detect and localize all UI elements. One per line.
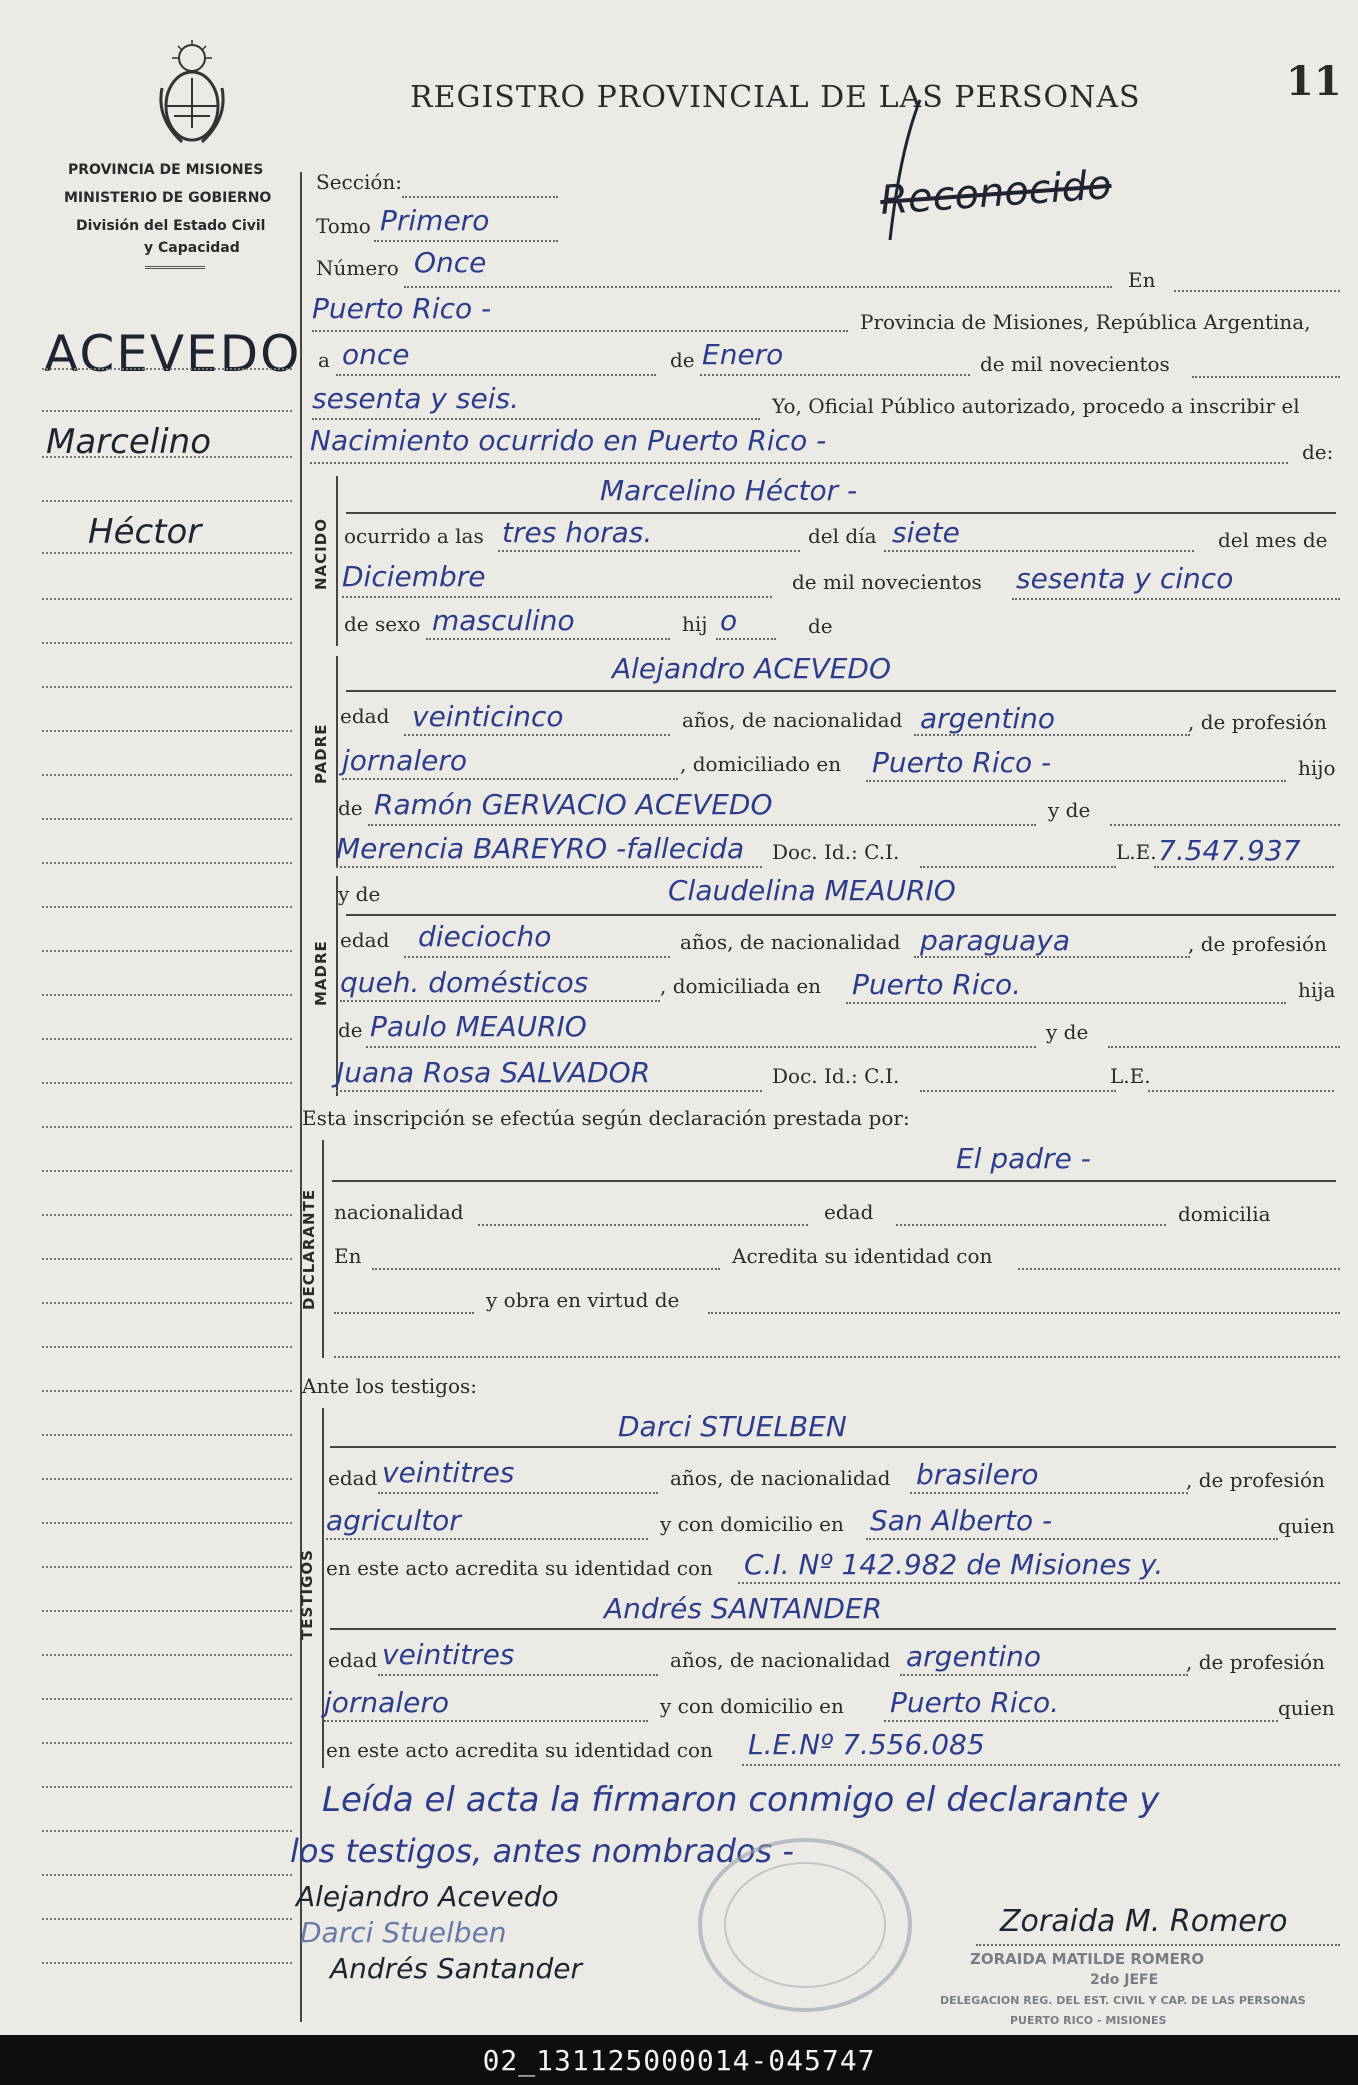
declarante-bracket (322, 1140, 324, 1358)
testigo-1-id: C.I. Nº 142.982 de Misiones y. (744, 1548, 1164, 1581)
margin-rule (42, 818, 292, 820)
padre-name: Alejandro ACEVEDO (612, 652, 892, 685)
testigo-1-name-rule (330, 1446, 1336, 1448)
doc-id-label-padre: Doc. Id.: C.I. (772, 840, 900, 864)
margin-rule (42, 774, 292, 776)
act-rule (310, 462, 1288, 464)
act-value: Nacimiento ocurrido en Puerto Rico - (310, 424, 827, 457)
margin-rule (42, 1390, 292, 1392)
quien-label-t2: quien (1278, 1696, 1335, 1720)
margin-rule (42, 906, 292, 908)
testigo-2-nationality: argentino (906, 1640, 1042, 1673)
madre-name-rule (346, 914, 1336, 916)
margin-rule (42, 1698, 292, 1700)
margin-rule (42, 642, 292, 644)
day-rule (336, 374, 656, 376)
de-label: de (670, 348, 695, 372)
testigo-2-domicile: Puerto Rico. (890, 1686, 1060, 1719)
madre-name: Claudelina MEAURIO (668, 874, 956, 907)
decl-en-rule (372, 1268, 720, 1270)
margin-rule (42, 1126, 292, 1128)
en-este-acto-label-t2: en este acto acredita su identidad con (326, 1738, 713, 1762)
sexo-label: de sexo (344, 612, 421, 636)
tomo-value: Primero (380, 204, 490, 237)
t1-prof-rule (326, 1538, 648, 1540)
madre-age: dieciocho (418, 920, 552, 953)
de-label-padre: de (338, 796, 363, 820)
division-label-2: y Capacidad (144, 240, 240, 256)
padre-profession: jornalero (342, 744, 467, 777)
t2-age-rule (378, 1674, 658, 1676)
year-rule-2 (1012, 598, 1340, 600)
madre-nationality: paraguaya (920, 924, 1071, 957)
margin-rule (42, 1082, 292, 1084)
decl-obra-rule (708, 1312, 1340, 1314)
padre-le-rule (1154, 866, 1334, 868)
le-label-padre: L.E. (1116, 840, 1157, 864)
domiciliado-label: , domiciliado en (680, 752, 842, 776)
closing-line-2: los testigos, antes nombrados - (290, 1832, 794, 1870)
padre-dom-rule (866, 780, 1286, 782)
padre-mother-rule-end (1110, 824, 1340, 826)
numero-value: Once (414, 246, 487, 279)
en-este-acto-label-t1: en este acto acredita su identidad con (326, 1556, 713, 1580)
edad-label-madre: edad (340, 928, 390, 952)
officer-sign-rule (976, 1944, 1340, 1946)
sex-rule (426, 638, 670, 640)
decl-acredita-rule (1018, 1268, 1340, 1270)
nac-label-madre: años, de nacionalidad (680, 930, 901, 954)
margin-rule (42, 1346, 292, 1348)
esta-inscripcion-label: Esta inscripción se efectúa según declaración prestada por: (302, 1106, 910, 1130)
testigo-2-name: Andrés SANTANDER (604, 1592, 883, 1625)
le-label-madre: L.E. (1110, 1064, 1151, 1088)
padre-father-rule (368, 824, 1036, 826)
de-label-madre: de (338, 1018, 363, 1042)
side-label-declarante: DECLARANTE (300, 1188, 318, 1310)
testigo-2-age: veintitres (382, 1638, 515, 1671)
signature-witness-2: Andrés Santander (330, 1952, 582, 1985)
place-rule (312, 330, 848, 332)
divider (145, 266, 205, 269)
nacido-bracket (336, 476, 338, 646)
padre-age-rule (404, 734, 670, 736)
margin-rule (42, 1522, 292, 1524)
padre-mother-rule (336, 866, 762, 868)
madre-mother: Juana Rosa SALVADOR (336, 1056, 651, 1089)
mil-novecientos-label: de mil novecientos (980, 352, 1170, 376)
del-mes-label: del mes de (1218, 528, 1328, 552)
madre-mother-rule (336, 1090, 762, 1092)
margin-rule (42, 950, 292, 952)
pen-stroke-mark (860, 90, 980, 250)
padre-le: 7.547.937 (1158, 834, 1301, 867)
t2-prof-rule (324, 1720, 648, 1722)
margin-rule (42, 1038, 292, 1040)
nacionalidad-label: nacionalidad (334, 1200, 464, 1224)
oficial-label: Yo, Oficial Público autorizado, procedo a inscribir el (772, 394, 1300, 418)
t1-nat-rule (910, 1492, 1188, 1494)
numero-rule (404, 286, 1112, 288)
t1-dom-rule (866, 1538, 1278, 1540)
officer-stamp-name: ZORAIDA MATILDE ROMERO (970, 1950, 1205, 1968)
madre-father-rule (366, 1046, 1036, 1048)
scan-id-footer (0, 2035, 1358, 2085)
page-number: 11 (1286, 58, 1342, 105)
domiciliada-label: , domiciliada en (660, 974, 822, 998)
dia-rule (884, 550, 1194, 552)
margin-rule (42, 1434, 292, 1436)
margin-name-1: Marcelino (46, 422, 212, 462)
y-de-label-padre: y de (1048, 798, 1091, 822)
margin-rule (42, 1786, 292, 1788)
madre-domicile: Puerto Rico. (852, 968, 1022, 1001)
margin-rule (42, 1610, 292, 1612)
side-label-nacido: NACIDO (312, 518, 330, 590)
margin-surname: ACEVEDO (44, 325, 302, 383)
t2-id-rule (742, 1764, 1340, 1766)
margin-rule (42, 1566, 292, 1568)
side-label-madre: MADRE (312, 940, 330, 1006)
con-domicilio-label-t1: y con domicilio en (660, 1512, 844, 1536)
division-label-1: División del Estado Civil (76, 218, 266, 234)
file-id: 02_131125000014-045747 (482, 2043, 876, 2077)
padre-age: veinticinco (412, 700, 564, 733)
edad-label-t2: edad (328, 1648, 378, 1672)
edad-label-padre: edad (340, 704, 390, 728)
padre-nationality: argentino (920, 702, 1056, 735)
ministry-label: MINISTERIO DE GOBIERNO (64, 190, 272, 206)
margin-rule (42, 1962, 292, 1964)
t1-age-rule (378, 1492, 658, 1494)
decl-age-rule (896, 1224, 1166, 1226)
margin-rule (42, 1830, 292, 1832)
testigo-1-age: veintitres (382, 1456, 515, 1489)
month-rule (700, 374, 970, 376)
seccion-rule (402, 196, 558, 198)
de-mil-label: de mil novecientos (792, 570, 982, 594)
margin-rule (42, 862, 292, 864)
officer-stamp-office: DELEGACION REG. DEL EST. CIVIL Y CAP. DE LAS PERSONAS (940, 1994, 1306, 2007)
madre-father: Paulo MEAURIO (370, 1010, 587, 1043)
obra-label: y obra en virtud de (486, 1288, 680, 1312)
testigo-2-name-rule (330, 1628, 1336, 1630)
seccion-label: Sección: (316, 170, 402, 194)
margin-rule (42, 1742, 292, 1744)
nacido-name: Marcelino Héctor - (600, 474, 858, 507)
side-label-padre: PADRE (312, 723, 330, 784)
testigo-2-id: L.E.Nº 7.556.085 (748, 1728, 985, 1761)
declarante-who: El padre - (956, 1142, 1091, 1175)
doc-id-label-madre: Doc. Id.: C.I. (772, 1064, 900, 1088)
madre-ci-rule (920, 1090, 1116, 1092)
profesion-label-t1: , de profesión (1186, 1468, 1325, 1492)
margin-rule (42, 500, 292, 502)
hij-suffix: o (720, 604, 738, 637)
nac-label-t2: años, de nacionalidad (670, 1648, 891, 1672)
margin-rule (42, 1918, 292, 1920)
margin-rule (42, 598, 292, 600)
nac-label-padre: años, de nacionalidad (682, 708, 903, 732)
t2-dom-rule (884, 1720, 1278, 1722)
y-de-label-madre-2: y de (1046, 1020, 1089, 1044)
margin-rule (42, 410, 292, 412)
margin-rule (42, 686, 292, 688)
month-value: Enero (702, 338, 784, 371)
madre-prof-rule (340, 1000, 660, 1002)
ante-testigos-label: Ante los testigos: (302, 1374, 478, 1398)
officer-stamp-rank: 2do JEFE (1090, 1972, 1159, 1988)
nacido-sex: masculino (432, 604, 575, 637)
page-title: REGISTRO PROVINCIAL DE LAS PERSONAS (410, 80, 1141, 115)
testigo-1-profession: agricultor (326, 1504, 461, 1537)
margin-rule (42, 1214, 292, 1216)
year-words-rule (312, 418, 760, 420)
profesion-label-t2: , de profesión (1186, 1650, 1325, 1674)
margin-rule (42, 1874, 292, 1876)
reconocido-annotation: Reconocido (878, 161, 1113, 225)
side-label-testigos: TESTIGOS (298, 1549, 316, 1640)
en-label-decl: En (334, 1244, 362, 1268)
padre-ci-rule (920, 866, 1116, 868)
tomo-rule (374, 240, 558, 242)
margin-rule (42, 1258, 292, 1260)
acredita-label: Acredita su identidad con (732, 1244, 993, 1268)
hij-rule (716, 638, 776, 640)
edad-label-t1: edad (328, 1466, 378, 1490)
con-domicilio-label-t2: y con domicilio en (660, 1694, 844, 1718)
decl-nat-rule (478, 1224, 808, 1226)
madre-age-rule (404, 956, 670, 958)
madre-mother-rule-end (1108, 1046, 1340, 1048)
margin-rule (42, 1478, 292, 1480)
round-seal-icon (690, 1830, 920, 2020)
ocurrido-label: ocurrido a las (344, 524, 484, 548)
month-rule-2 (342, 596, 772, 598)
padre-name-rule (346, 690, 1336, 692)
testigo-1-nationality: brasilero (916, 1458, 1039, 1491)
testigo-1-domicile: San Alberto - (870, 1504, 1053, 1537)
decl-obra-rule-start (334, 1312, 474, 1314)
hij-label: hij (682, 612, 708, 636)
day-value: once (342, 338, 410, 371)
margin-name-2: Héctor (88, 512, 202, 552)
decl-extra-rule (334, 1356, 1340, 1358)
coat-of-arms-icon (152, 38, 232, 153)
closing-line-1: Leída el acta la firmaron conmigo el declarante y (322, 1780, 1160, 1820)
testigo-2-profession: jornalero (324, 1686, 449, 1719)
t2-nat-rule (900, 1674, 1188, 1676)
de-colon-label: de: (1302, 440, 1334, 464)
margin-rule (42, 1302, 292, 1304)
margin-rule (42, 1170, 292, 1172)
year-rule (1192, 376, 1340, 378)
nacido-year: sesenta y cinco (1016, 562, 1234, 595)
margin-rule (42, 730, 292, 732)
padre-domicile: Puerto Rico - (872, 746, 1052, 779)
nacido-name-rule (346, 512, 1336, 514)
padre-mother: Merencia BAREYRO -fallecida (336, 832, 745, 865)
domicilia-label: domicilia (1178, 1202, 1271, 1226)
margin-separator (300, 172, 302, 2022)
quien-label-t1: quien (1278, 1514, 1335, 1538)
y-de-label-madre: y de (338, 882, 381, 906)
signature-officer: Zoraida M. Romero (1000, 1904, 1288, 1939)
hija-label: hija (1298, 978, 1336, 1002)
declarante-rule (332, 1180, 1336, 1182)
nacido-hour: tres horas. (502, 516, 653, 549)
margin-rule (42, 368, 292, 370)
province-label: PROVINCIA DE MISIONES (68, 162, 264, 178)
nacido-month: Diciembre (342, 560, 486, 593)
signature-father: Alejandro Acevedo (296, 1880, 559, 1913)
margin-rule (42, 456, 292, 458)
a-label: a (318, 348, 330, 372)
nacido-day: siete (892, 516, 960, 549)
place-value: Puerto Rico - (312, 292, 492, 325)
en-rule (1174, 290, 1340, 292)
nac-label-t1: años, de nacionalidad (670, 1466, 891, 1490)
madre-dom-rule (846, 1002, 1286, 1004)
madre-nat-rule (914, 956, 1190, 958)
hijo-label: hijo (1298, 756, 1336, 780)
madre-profession: queh. domésticos (340, 966, 589, 999)
de-label-2: de (808, 614, 833, 638)
profesion-label-padre: , de profesión (1188, 710, 1327, 734)
edad-label-decl: edad (824, 1200, 874, 1224)
en-label: En (1128, 268, 1156, 292)
officer-stamp-place: PUERTO RICO - MISIONES (1010, 2014, 1167, 2027)
year-words-value: sesenta y seis. (312, 382, 519, 415)
provincia-label: Provincia de Misiones, República Argentina, (860, 310, 1311, 334)
hour-rule (498, 550, 800, 552)
margin-rule (42, 994, 292, 996)
padre-father: Ramón GERVACIO ACEVEDO (374, 788, 773, 821)
profesion-label-madre: , de profesión (1188, 932, 1327, 956)
signature-witness-1: Darci Stuelben (300, 1916, 507, 1949)
madre-le-rule (1148, 1090, 1334, 1092)
margin-rule (42, 1654, 292, 1656)
tomo-label: Tomo (316, 214, 371, 238)
margin-rule (42, 552, 292, 554)
del-dia-label: del día (808, 524, 877, 548)
padre-prof-rule (342, 778, 678, 780)
padre-nat-rule (914, 734, 1190, 736)
testigo-1-name: Darci STUELBEN (618, 1410, 847, 1443)
numero-label: Número (316, 256, 399, 280)
t1-id-rule (738, 1582, 1340, 1584)
